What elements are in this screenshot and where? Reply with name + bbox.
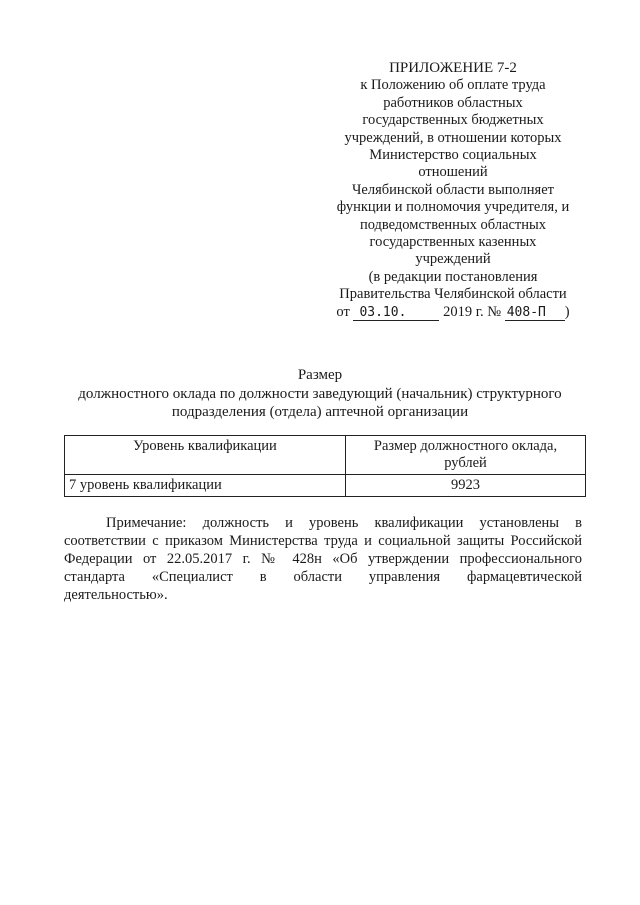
- appendix-line: Правительства Челябинской области: [339, 286, 567, 303]
- appendix-line: учреждений, в отношении которых: [344, 129, 562, 146]
- appendix-line: Челябинской области выполняет: [352, 181, 554, 198]
- note-line: стандарта «Специалист в области управления фармацевтической: [64, 569, 582, 585]
- column-header-level: Уровень квалификации: [65, 436, 346, 475]
- appendix-line: государственных казенных: [369, 234, 537, 251]
- appendix-block: [318, 60, 588, 321]
- resolution-date-field: 03.10.: [353, 306, 439, 321]
- appendix-line: учреждений: [415, 251, 491, 268]
- note-line: соответствии с приказом Министерства труда и социальной защиты Российской: [64, 533, 582, 549]
- appendix-line: (в редакции постановления: [368, 268, 538, 285]
- appendix-line: к Положению об оплате труда: [360, 77, 546, 94]
- salary-table: [64, 435, 586, 497]
- appendix-line: функции и полномочия учредителя, и: [336, 199, 570, 216]
- note-line: Федерации от 22.05.2017 г. № 428н «Об утверждении профессионального: [64, 551, 582, 567]
- table-header-row: [65, 436, 586, 475]
- column-header-salary-line-1: Размер должностного оклада,: [373, 438, 558, 454]
- heading-title: Размер: [297, 367, 343, 383]
- heading-line-1: должностного оклада по должности заведующий (начальник) структурного: [78, 385, 562, 402]
- date-prefix: от: [336, 303, 350, 320]
- note-paragraph: [64, 514, 582, 604]
- appendix-line: государственных бюджетных: [362, 112, 544, 129]
- note-line: деятельностью».: [64, 587, 168, 603]
- table-cell-salary: 9923: [346, 475, 586, 497]
- column-header-salary-line-2: рублей: [444, 455, 487, 471]
- document-heading: [40, 366, 600, 422]
- note-line: Примечание: должность и уровень квалификации установлены в: [106, 515, 582, 531]
- resolution-date-line: [318, 304, 588, 321]
- appendix-line: отношений: [418, 164, 488, 181]
- appendix-title: ПРИЛОЖЕНИЕ 7-2: [389, 60, 517, 76]
- column-header-salary: [346, 436, 586, 475]
- appendix-line: Министерство социальных: [369, 147, 537, 164]
- resolution-number-field: 408-П: [505, 306, 565, 321]
- closing-paren: ): [564, 303, 570, 320]
- table-cell-level: 7 уровень квалификации: [65, 475, 346, 497]
- heading-line-2: подразделения (отдела) аптечной организации: [171, 404, 469, 420]
- table-row: [65, 475, 586, 497]
- appendix-line: работников областных: [383, 94, 523, 111]
- appendix-line: подведомственных областных: [359, 216, 547, 233]
- year-text: 2019 г. №: [443, 303, 502, 320]
